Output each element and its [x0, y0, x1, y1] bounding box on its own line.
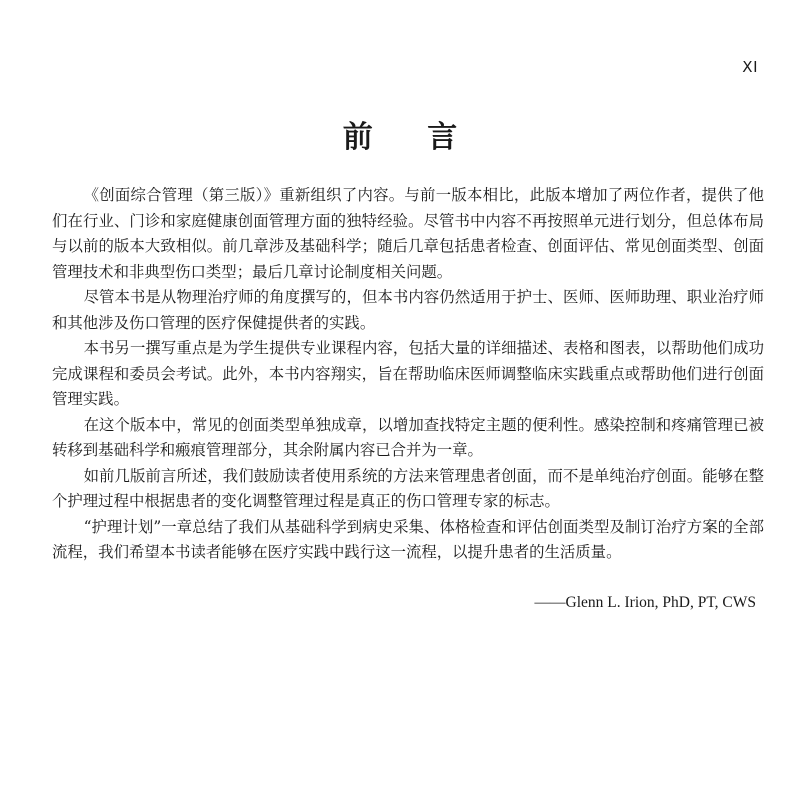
paragraph: 在这个版本中，常见的创面类型单独成章，以增加查找特定主题的便利性。感染控制和疼痛管理已被转移到基础科学和瘢痕管理部分，其余附属内容已合并为一章。 [52, 415, 764, 459]
paragraph: 《创面综合管理（第三版）》重新组织了内容。与前一版本相比，此版本增加了两位作者，提供了他们在行业、门诊和家庭健康创面管理方面的独特经验。尽管书中内容不再按照单元进行划分，但总体布局与以前的版本大致相似。前几章涉及基础科学；随后几章包括患者检查、创面评估、常见创面类型、创面管理技术和非典型伤口类型；最后几章讨论制度相关问题。 [52, 186, 764, 281]
paragraph: 如前几版前言所述，我们鼓励读者使用系统的方法来管理患者创面，而不是单纯治疗创面。能够在整个护理过程中根据患者的变化调整管理过程是真正的伤口管理专家的标志。 [52, 466, 764, 510]
page-title: 前 言 [342, 120, 480, 155]
paragraph: 尽管本书是从物理治疗师的角度撰写的，但本书内容仍然适用于护士、医师、医师助理、职业治疗师和其他涉及伤口管理的医疗保健提供者的实践。 [52, 288, 764, 332]
paragraph: “护理计划”一章总结了我们从基础科学到病史采集、体格检查和评估创面类型及制订治疗方案的全部流程，我们希望本书读者能够在医疗实践中践行这一流程，以提升患者的生活质量。 [52, 517, 764, 561]
author-signature: ——Glenn L. Irion, PhD, PT, CWS [534, 594, 756, 611]
preface-body [52, 183, 764, 566]
paragraph: 本书另一撰写重点是为学生提供专业课程内容，包括大量的详细描述、表格和图表，以帮助他们成功完成课程和委员会考试。此外，本书内容翔实，旨在帮助临床医师调整临床实践重点或帮助他们进行创面管理实践。 [52, 339, 764, 408]
page-number: XI [742, 58, 758, 76]
